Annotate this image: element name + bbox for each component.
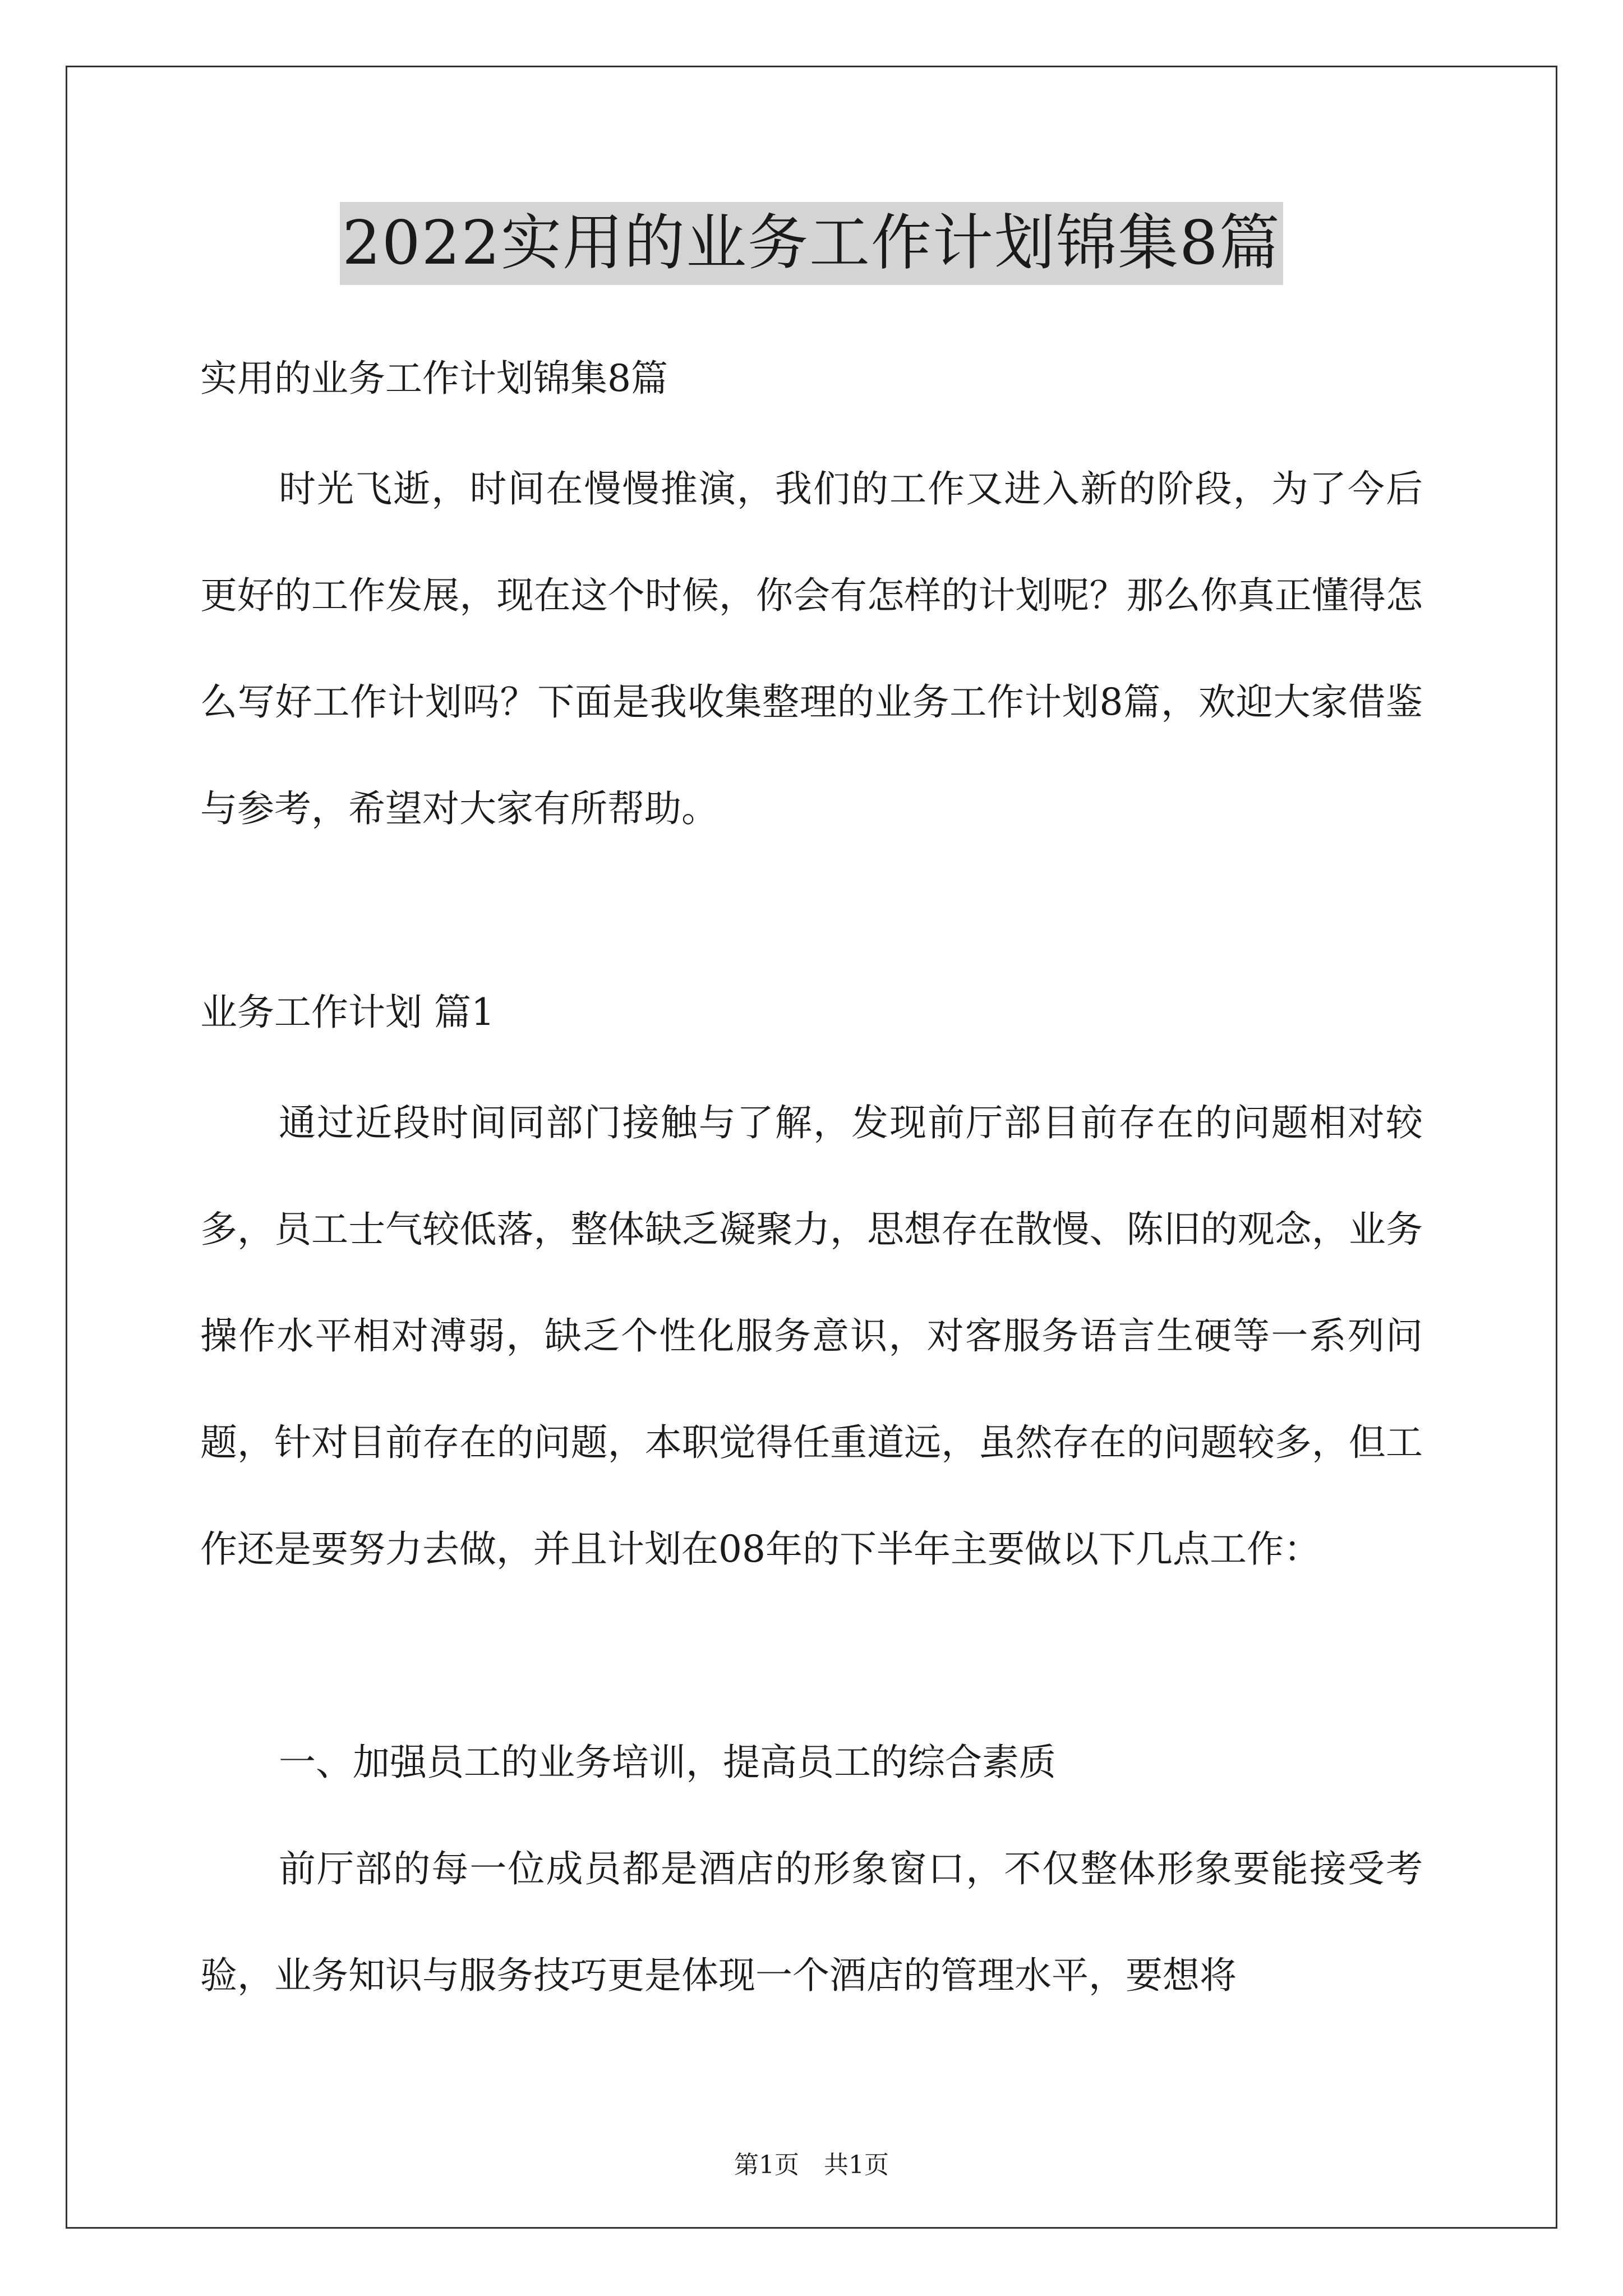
point-one-heading: 一、加强员工的业务培训，提高员工的综合素质 — [279, 1741, 1056, 1784]
section-heading: 业务工作计划 篇1 — [200, 991, 495, 1034]
page-footer: 第1页 共1页 — [734, 2151, 889, 2179]
document-title: 2022实用的业务工作计划锦集8篇 — [340, 202, 1283, 285]
document-subtitle: 实用的业务工作计划锦集8篇 — [200, 357, 668, 400]
title-block — [200, 202, 1423, 285]
section-paragraph: 通过近段时间同部门接触与了解，发现前厅部目前存在的问题相对较多，员工士气较低落，整体缺乏凝聚力，思想存在散慢、陈旧的观念，业务操作水平相对溥弱，缺乏个性化服务意识，对客服务语言生硬等一系列问题，针对目前存在的问题，本职觉得任重道远，虽然存在的问题较多，但工作还是要努力去做，并且计划在08年的下半年主要做以下几点工作： — [200, 1101, 1423, 1571]
point-one-paragraph: 前厅部的每一位成员都是酒店的形象窗口，不仅整体形象要能接受考验，业务知识与服务技巧更是体现一个酒店的管理水平，要想将 — [200, 1847, 1423, 1997]
intro-paragraph: 时光飞逝，时间在慢慢推演，我们的工作又进入新的阶段，为了今后更好的工作发展，现在这个时候，你会有怎样的计划呢？那么你真正懂得怎么写好工作计划吗？下面是我收集整理的业务工作计划8篇，欢迎大家借鉴与参考，希望对大家有所帮助。 — [200, 467, 1423, 830]
